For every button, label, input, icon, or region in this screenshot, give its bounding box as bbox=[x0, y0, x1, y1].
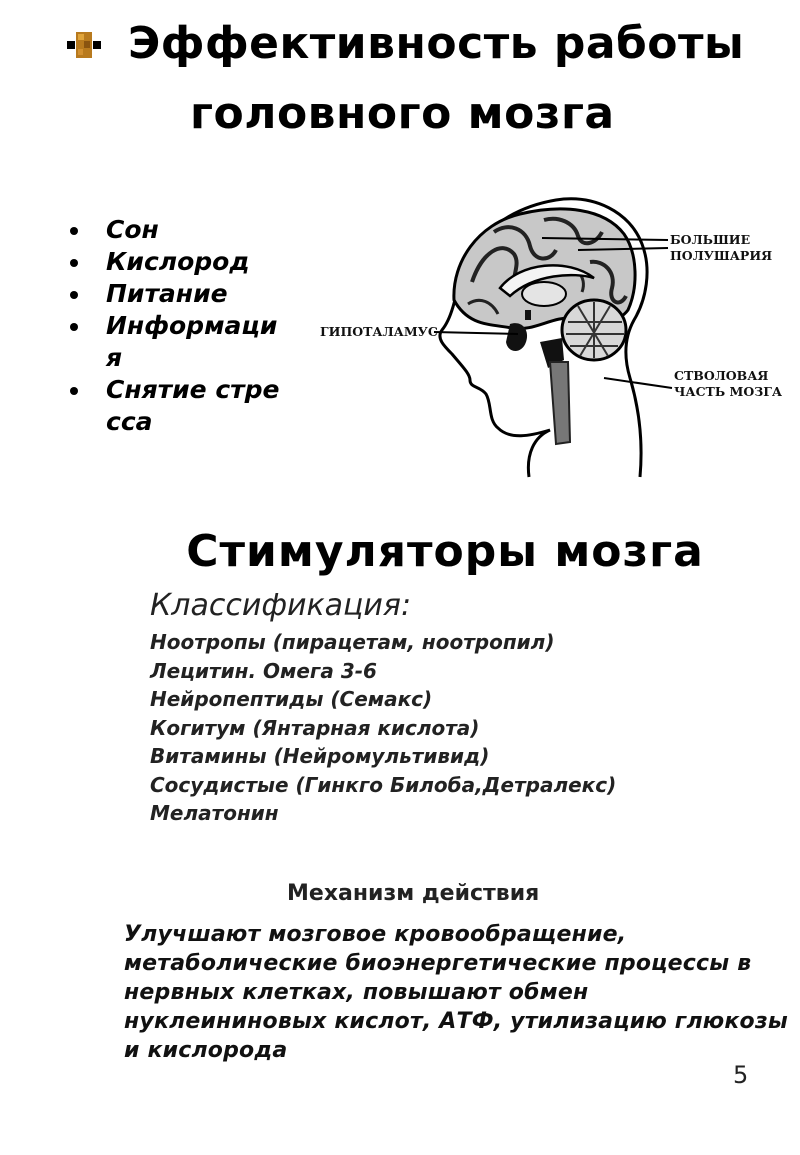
page-title-line-1: Эффективность работы bbox=[128, 18, 745, 69]
list-item: Когитум (Янтарная кислота) bbox=[150, 715, 480, 740]
list-item: Кислород bbox=[68, 246, 308, 278]
brain-illustration bbox=[312, 192, 800, 482]
list-item: Ноотропы (пирацетам, ноотропил) bbox=[150, 630, 555, 654]
list-item: Сосудистые (Гинкго Билоба,Детралекс) bbox=[150, 772, 617, 797]
page-number: 5 bbox=[733, 1061, 749, 1089]
label-brainstem: СТВОЛОВАЯ ЧАСТЬ МОЗГА bbox=[674, 368, 783, 399]
list-item: Лецитин. Омега 3-6 bbox=[150, 658, 377, 683]
list-item: Нейропептиды (Семакс) bbox=[150, 687, 433, 711]
bullet-icon bbox=[70, 387, 78, 395]
list-item: Информация bbox=[68, 310, 308, 374]
bullet-icon bbox=[70, 227, 78, 235]
list-item: Питание bbox=[68, 278, 308, 310]
list-item: Сон bbox=[68, 214, 308, 246]
list-item: Мелатонин bbox=[150, 801, 279, 825]
label-hemispheres: БОЛЬШИЕ ПОЛУШАРИЯ bbox=[670, 232, 773, 263]
label-hypothalamus: ГИПОТАЛАМУС bbox=[320, 324, 438, 339]
list-item: Снятие стресса bbox=[68, 374, 308, 438]
square-bullet-icon bbox=[67, 32, 101, 58]
bullet-icon bbox=[70, 259, 78, 267]
mechanism-text: Улучшают мозговое кровообращение, метаболические биоэнергетические процессы в нервных клетках, повышают обмен нуклеининовых кислот, АТФ, утилизацию глюкозы и кислорода bbox=[124, 922, 788, 1063]
list-item: Витамины (Нейромультивид) bbox=[150, 744, 490, 768]
bullet-icon bbox=[70, 291, 78, 299]
classification-list bbox=[150, 628, 616, 828]
factor-list bbox=[68, 214, 308, 438]
page-title-line-2: головного мозга bbox=[190, 88, 615, 139]
mechanism-heading: Механизм действия bbox=[287, 881, 540, 906]
classification-heading: Классификация: bbox=[150, 588, 412, 623]
bullet-icon bbox=[70, 323, 78, 331]
section-title: Стимуляторы мозга bbox=[186, 526, 704, 577]
